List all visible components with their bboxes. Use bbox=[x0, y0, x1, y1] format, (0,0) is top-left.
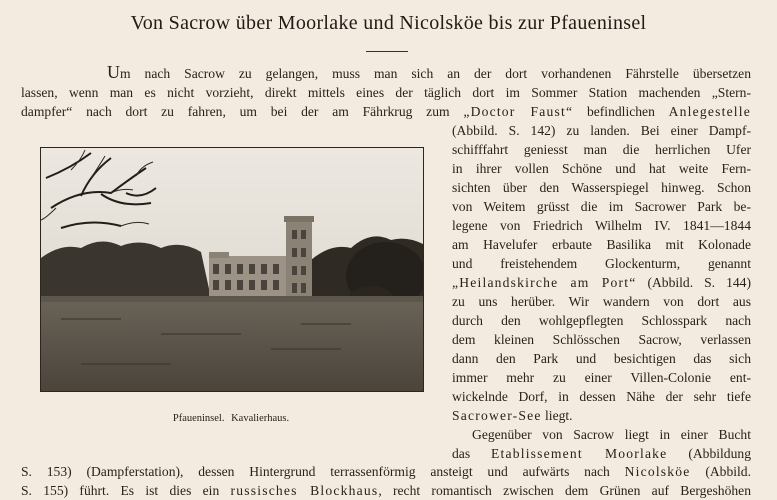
line-text: liegt. bbox=[541, 408, 573, 423]
photo-kavalierhaus bbox=[40, 147, 424, 392]
photo-caption: Pfaueninsel. Kavalierhaus. bbox=[172, 413, 290, 424]
paragraph-line-20 bbox=[21, 482, 751, 499]
spaced-name: „Doctor Faust“ bbox=[463, 104, 574, 119]
column-line-1: (Abbild. S. 142) zu landen. Bei einer Dampf- bbox=[452, 123, 751, 138]
line-text: S. 153) (Dampferstation), dessen Hintergrund terrassenförmig ansteigt und aufwärts nach bbox=[21, 464, 625, 479]
spaced-name: Etablissement Moorlake bbox=[491, 446, 668, 461]
title-divider bbox=[366, 51, 408, 52]
spaced-name: Sacrower-See bbox=[452, 408, 542, 423]
column-line-9 bbox=[452, 274, 751, 291]
page-title: Von Sacrow über Moorlake und Nicolsköe bis zur Pfaueninsel bbox=[130, 12, 647, 34]
column-line-13: dann den Park und besichtigen das sich bbox=[452, 351, 751, 366]
paragraph-line-2: lassen, wenn man es nicht vorzieht, direkt mittels eines der täglich dort im Sommer Station machenden „Stern- bbox=[21, 85, 751, 100]
spaced-name: russisches Blockhaus bbox=[230, 483, 379, 498]
column-line-17: Gegenüber von Sacrow liegt in einer Bucht bbox=[472, 427, 751, 442]
spaced-name: Anlegestelle bbox=[668, 104, 751, 119]
column-line-7: am Havelufer erbaute Basilika mit Kolonade bbox=[452, 237, 751, 252]
column-line-15: wickelnde Dorf, in dessen Nähe der sehr tiefe bbox=[452, 389, 751, 404]
line-text: (Abbildung bbox=[667, 446, 751, 461]
column-line-11: durch den wohlgepflegten Schlosspark nach bbox=[452, 313, 751, 328]
column-line-2: schifffahrt geniesst man die herrlichen Ufer bbox=[452, 142, 751, 157]
spaced-name: „Heilandskirche am Port“ bbox=[452, 275, 637, 290]
column-line-8: und freistehendem Glockenturm, genannt bbox=[452, 256, 751, 271]
column-line-12: dem kleinen Schlösschen Sacrow, verlassen bbox=[452, 332, 751, 347]
drop-cap: U bbox=[107, 62, 120, 82]
column-line-3: in ihrer vollen Schöne und hat weite Fern- bbox=[452, 161, 751, 176]
column-line-14: immer mehr zu einer Villen-Colonie ent- bbox=[452, 370, 751, 385]
line-text: (Abbild. bbox=[690, 464, 752, 479]
line-text: m nach Sacrow zu gelangen, muss man sich an der dort vorhandenen Fährstelle übersetzen bbox=[120, 66, 751, 81]
photo-illustration bbox=[41, 148, 423, 391]
line-text: , recht romantisch zwischen dem Grünen auf Bergeshöhen bbox=[378, 483, 752, 498]
paragraph-line-3 bbox=[21, 103, 751, 120]
column-line-5: von Weitem grüsst die im Sacrower Park be- bbox=[452, 199, 751, 214]
line-text: S. 155) führt. Es ist dies ein bbox=[21, 483, 231, 498]
line-text: befindlichen bbox=[573, 104, 669, 119]
column-line-18 bbox=[452, 445, 751, 462]
spaced-name: Nicolsköe bbox=[624, 464, 691, 479]
line-text: das bbox=[452, 446, 492, 461]
column-line-6: legene von Friedrich Wilhelm IV. 1841—1844 bbox=[452, 218, 751, 233]
line-text: (Abbild. S. 144) bbox=[636, 275, 752, 290]
paragraph-line-19 bbox=[21, 463, 751, 480]
line-text: dampfer“ nach dort zu fahren, um bei der am Fährkrug zum bbox=[21, 104, 464, 119]
column-line-16 bbox=[452, 407, 751, 424]
paragraph-line-1 bbox=[21, 64, 751, 82]
column-line-4: sichten über den Wasserspiegel hinweg. Schon bbox=[452, 180, 751, 195]
column-line-10: zu uns herüber. Wir wandern von dort aus bbox=[452, 294, 751, 309]
